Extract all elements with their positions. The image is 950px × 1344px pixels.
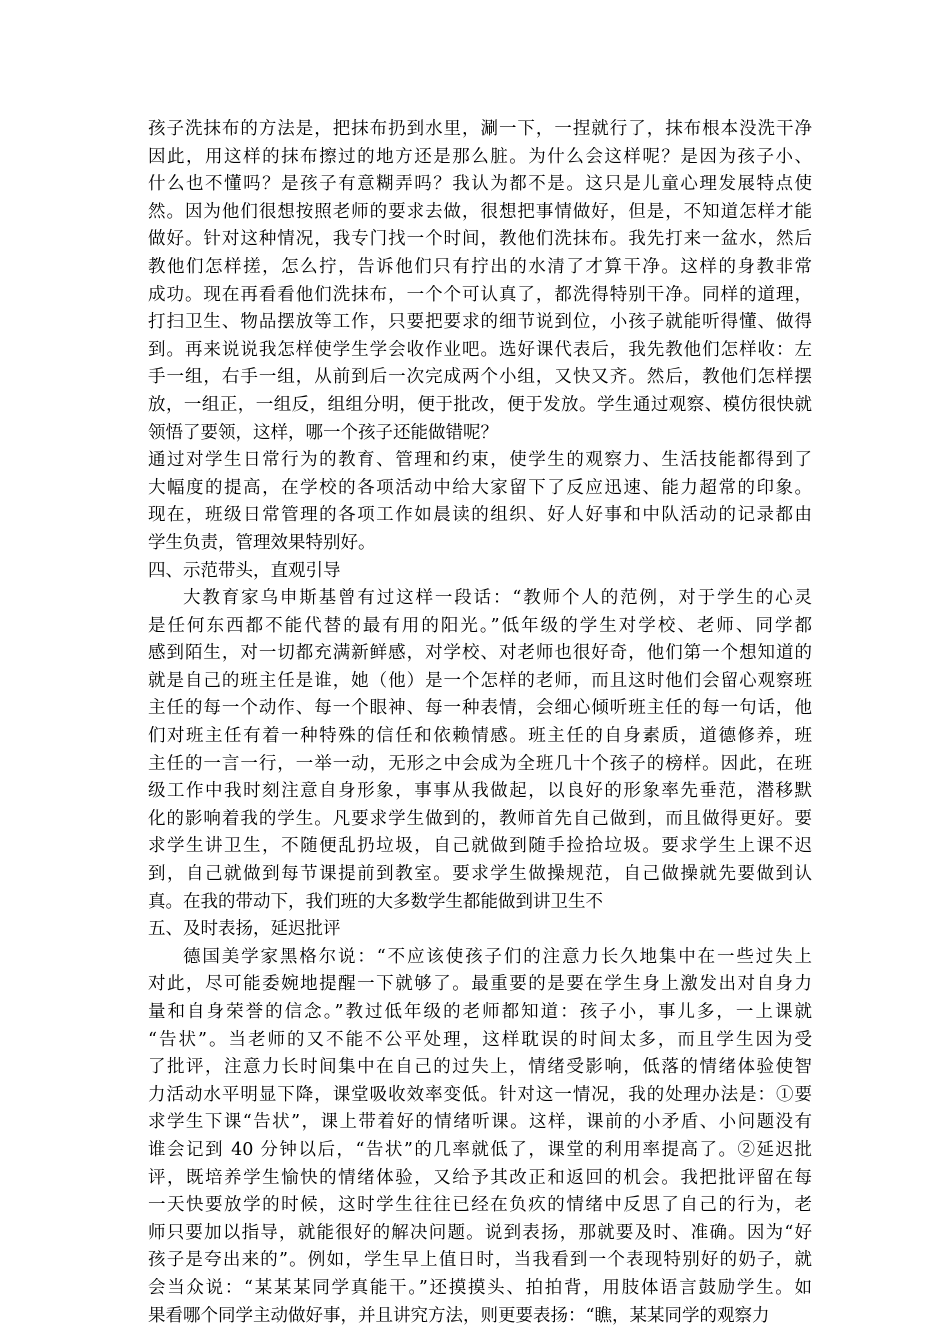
heading-text: 五、及时表扬，延迟批评 (148, 919, 341, 940)
text-line: 就是自己的班主任是谁，她（他）是一个怎样的老师，而且这时他们会留心观察班 (148, 670, 812, 691)
text-line: 求学生下课“告状”，课上带着好的情绪听课。这样，课前的小矛盾、小问题没有 (148, 1112, 812, 1133)
section-heading (148, 916, 812, 944)
text-line: 谁会记到 40 分钟以后，“告状”的几率就低了，课堂的利用率提高了。②延迟批 (148, 1139, 812, 1160)
text-line: 然。因为他们很想按照老师的要求去做，很想把事情做好，但是，不知道怎样才能 (148, 201, 812, 222)
text-line: 们对班主任有着一种特殊的信任和依赖情感。班主任的自身素质，道德修养，班 (148, 726, 812, 747)
text-line: 成功。现在再看看他们洗抹布，一个个可认真了，都洗得特别干净。同样的道理， (148, 284, 812, 305)
text-line: 孩子洗抹布的方法是，把抹布扔到水里，涮一下，一捏就行了，抹布根本没洗干净 (148, 119, 812, 139)
text-line: 学生负责，管理效果特别好。 (148, 532, 376, 553)
text-line: “告状”。当老师的又不能不公平处理，这样耽误的时间太多，而且学生因为受 (148, 1029, 812, 1050)
paragraph (148, 585, 812, 916)
text-line: 了批评，注意力长时间集中在自己的过失上，情绪受影响，低落的情绪体验使智 (148, 1057, 812, 1078)
text-line: 手一组，右手一组，从前到后一次完成两个小组，又快又齐。然后，教他们怎样摆 (148, 367, 812, 388)
text-line: 领悟了要领，这样，哪一个孩子还能做错呢？ (148, 422, 498, 443)
text-line: 到，自己就做到每节课提前到教室。要求学生做操规范，自己做操就先要做到认 (148, 864, 812, 885)
text-line: 一天快要放学的时候，这时学生往往已经在负疚的情绪中反思了自己的行为，老 (148, 1195, 812, 1216)
text-line: 主任的一言一行，一举一动，无形之中会成为全班几十个孩子的榜样。因此，在班 (148, 753, 812, 774)
text-line: 做好。针对这种情况，我专门找一个时间，教他们洗抹布。我先打来一盆水，然后 (148, 229, 812, 250)
text-line: 级工作中我时刻注意自身形象，事事从我做起，以良好的形象率先垂范，潜移默 (148, 781, 812, 802)
text-line: 现在，班级日常管理的各项工作如晨读的组织、好人好事和中队活动的记录都由 (148, 505, 812, 526)
text-line: 评，既培养学生愉快的情绪体验，又给予其改正和返回的机会。我把批评留在每 (148, 1167, 812, 1188)
paragraph (148, 447, 812, 557)
text-line: 量和自身荣誉的信念。”教过低年级的老师都知道：孩子小，事儿多，一上课就 (148, 1002, 812, 1022)
text-line: 力活动水平明显下降，课堂吸收效率变低。针对这一情况，我的处理办法是：①要 (148, 1084, 812, 1105)
heading-text: 四、示范带头，直观引导 (148, 560, 341, 581)
text-line: 因此，用这样的抹布擦过的地方还是那么脏。为什么会这样呢？是因为孩子小、 (148, 146, 812, 167)
text-line: 化的影响着我的学生。凡要求学生做到的，教师首先自己做到，而且做得更好。要 (148, 808, 812, 829)
text-line: 会当众说：“某某某同学真能干。”还摸摸头、拍拍背，用肢体语言鼓励学生。如 (148, 1277, 812, 1298)
text-line: 大幅度的提高，在学校的各项活动中给大家留下了反应迅速、能力超常的印象。 (148, 477, 812, 498)
paragraph (148, 944, 812, 1330)
text-line: 打扫卫生、物品摆放等工作，只要把要求的细节说到位，小孩子就能听得懂、做得 (148, 312, 812, 333)
document-page (148, 116, 812, 1330)
text-line: 果看哪个同学主动做好事，并且讲究方法，则更要表扬：“瞧，某某同学的观察力 (148, 1305, 770, 1326)
section-heading (148, 558, 812, 586)
text-line: 通过对学生日常行为的教育、管理和约束，使学生的观察力、生活技能都得到了 (148, 450, 812, 471)
text-line: 大教育家乌申斯基曾有过这样一段话：“教师个人的范例，对于学生的心灵 (183, 588, 812, 609)
text-line: 什么也不懂吗？是孩子有意糊弄吗？我认为都不是。这只是儿童心理发展特点使 (148, 174, 812, 195)
paragraph (148, 116, 812, 447)
text-line: 孩子是夸出来的”。例如，学生早上值日时，当我看到一个表现特别好的奶子，就 (148, 1250, 812, 1271)
text-line: 主任的每一个动作、每一个眼神、每一种表情，会细心倾听班主任的每一句话，他 (148, 698, 812, 719)
text-line: 求学生讲卫生，不随便乱扔垃圾，自己就做到随手捡拾垃圾。要求学生上课不迟 (148, 836, 812, 857)
text-line: 是任何东西都不能代替的最有用的阳光。”低年级的学生对学校、老师、同学都 (148, 615, 812, 636)
text-line: 放，一组正，一组反，组组分明，便于批改，便于发放。学生通过观察、模仿很快就 (148, 394, 812, 415)
text-line: 对此，尽可能委婉地提醒一下就够了。最重要的是要在学生身上激发出对自身力 (148, 974, 812, 995)
text-line: 师只要加以指导，就能很好的解决问题。说到表扬，那就要及时、准确。因为“好 (148, 1222, 812, 1243)
text-line: 真。在我的带动下，我们班的大多数学生都能做到讲卫生不 (148, 891, 603, 912)
text-line: 教他们怎样搓，怎么拧，告诉他们只有拧出的水清了才算干净。这样的身教非常 (148, 256, 812, 277)
text-line: 感到陌生，对一切都充满新鲜感，对学校、对老师也很好奇，他们第一个想知道的 (148, 643, 812, 664)
text-line: 德国美学家黑格尔说：“不应该使孩子们的注意力长久地集中在一些过失上 (183, 946, 812, 967)
text-line: 到。再来说说我怎样使学生学会收作业吧。选好课代表后，我先教他们怎样收：左 (148, 339, 812, 360)
